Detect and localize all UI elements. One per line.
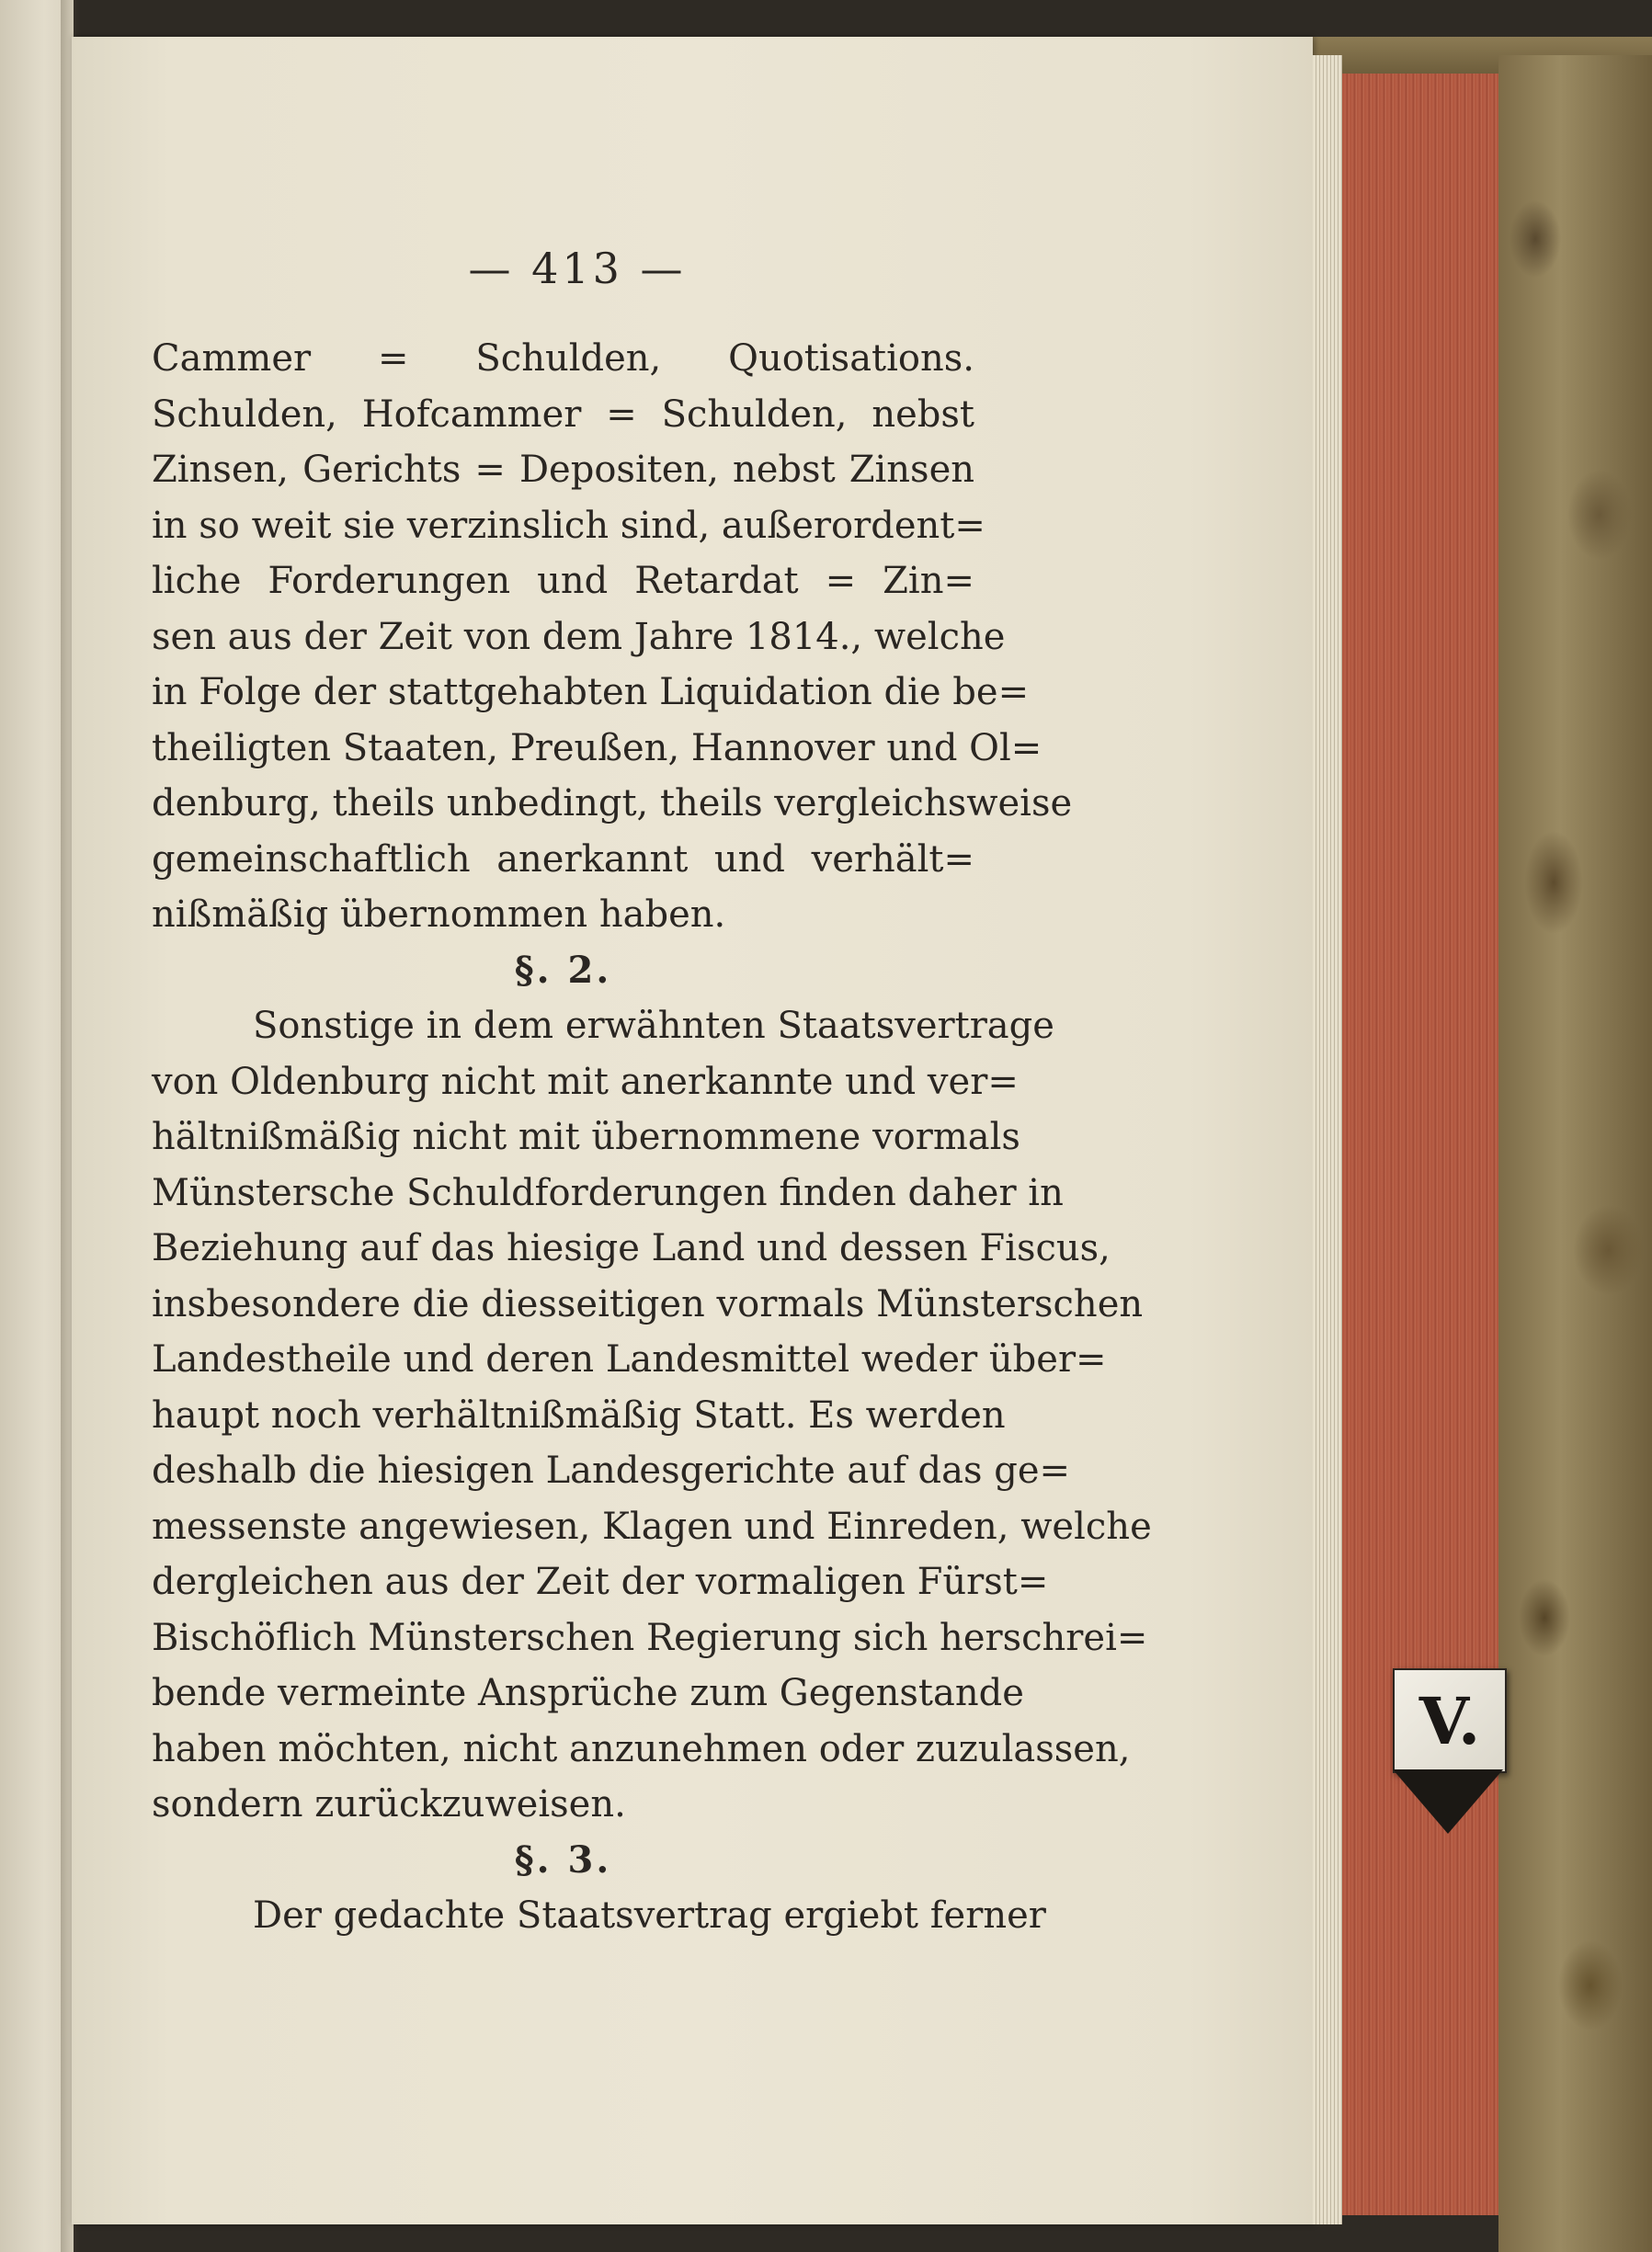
text-line: Cammer = Schulden, Quotisations.: [152, 337, 974, 380]
text-line: sondern zurückzuweisen.: [152, 1783, 626, 1825]
text-line: haben möchten, nicht anzunehmen oder zuzulassen,: [152, 1727, 1131, 1770]
text-line: deshalb die hiesigen Landesgerichte auf das ge=: [152, 1450, 1071, 1492]
text-line: messenste angewiesen, Klagen und Einreden, welche: [152, 1505, 1152, 1548]
text-line: Sonstige in dem erwähnten Staatsvertrage: [253, 1005, 1054, 1047]
text-line: in so weit sie verzinslich sind, außerordent=: [152, 504, 986, 547]
page-number-header: — 413 —: [468, 244, 687, 293]
marbled-cover-board: [1498, 55, 1652, 2252]
thumb-index-tab[interactable]: V.: [1393, 1668, 1507, 1773]
text-line: bende vermeinte Ansprüche zum Gegenstande: [152, 1672, 1024, 1714]
text-line: von Oldenburg nicht mit anerkannte und ver=: [152, 1060, 1019, 1103]
text-line: Zinsen, Gerichts = Depositen, nebst Zinsen: [152, 449, 974, 491]
text-line: Münstersche Schuldforderungen finden daher in: [152, 1171, 1064, 1214]
page-edges: [1313, 55, 1342, 2224]
thumb-index-tab-shadow: [1393, 1769, 1503, 1834]
section-heading: §. 2.: [514, 948, 612, 992]
text-line: Bischöflich Münsterschen Regierung sich herschrei=: [152, 1616, 1148, 1659]
red-page-block-edge: [1342, 74, 1498, 2215]
text-line: hältnißmäßig nicht mit übernommene vormals: [152, 1116, 1020, 1158]
text-line: gemeinschaftlich anerkannt und verhält=: [152, 837, 974, 881]
text-line: theiligten Staaten, Preußen, Hannover und Ol=: [152, 726, 1042, 769]
text-line: liche Forderungen und Retardat = Zin=: [152, 560, 974, 602]
body-text: [152, 331, 1152, 1944]
text-line: in Folge der stattgehabten Liquidation die be=: [152, 671, 1030, 713]
text-line: Landestheile und deren Landesmittel weder über=: [152, 1338, 1107, 1381]
text-line: dergleichen aus der Zeit der vormaligen Fürst=: [152, 1561, 1049, 1603]
text-line: sen aus der Zeit von dem Jahre 1814., welche: [152, 615, 1006, 658]
text-line: denburg, theils unbedingt, theils vergleichsweise: [152, 782, 1073, 825]
text-line: Der gedachte Staatsvertrag ergiebt ferner: [253, 1894, 1046, 1937]
text-line: haupt noch verhältnißmäßig Statt. Es werden: [152, 1393, 1006, 1437]
text-line: Beziehung auf das hiesige Land und dessen Fiscus,: [152, 1227, 1111, 1269]
section-heading: §. 3.: [514, 1837, 612, 1882]
text-line: Schulden, Hofcammer = Schulden, nebst: [152, 392, 974, 436]
text-line: nißmäßig übernommen haben.: [152, 893, 726, 936]
text-line: insbesondere die diesseitigen vormals Münsterschen: [152, 1282, 1144, 1325]
